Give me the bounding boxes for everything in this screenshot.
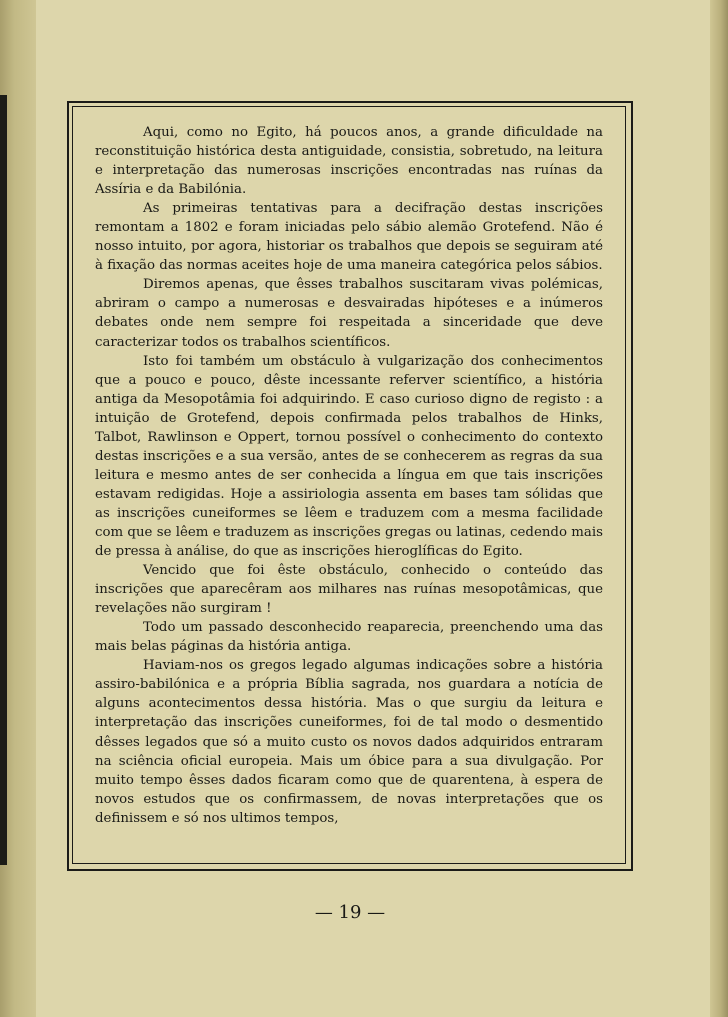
- page-edge: [710, 0, 728, 1017]
- paragraph: Todo um passado desconhecido reaparecia, preenchendo uma das mais belas páginas da história antiga.: [95, 620, 603, 655]
- binding-edge: [0, 95, 7, 865]
- paragraph: Aqui, como no Egito, há poucos anos, a grande dificuldade na reconstituição histórica desta antiguidade, consistia, sobretudo, na leitura e interpretação das numerosas inscrições encontradas nas ruínas da Assíria e da Babilónia.: [95, 125, 603, 198]
- paragraph: Haviam-nos os gregos legado algumas indicações sobre a história assiro-babilónica e a própria Bíblia sagrada, nos guardara a notícia de alguns acontecimentos dessa história. Mas o que surgiu da leitura e interpretação das inscrições cuneiformes, foi de tal modo o desmentido dêsses legados que só a muito custo os novos dados adquiridos entraram na sciência oficial europeia. Mais um óbice para a sua divulgação. Por muito tempo êsses dados ficaram como que de quarentena, à espera de novos estudos que os confirmassem, de novas interpretações que os definissem e só nos ultimos tempos,: [95, 658, 603, 826]
- text-block: [95, 123, 603, 828]
- paragraph: Diremos apenas, que êsses trabalhos suscitaram vivas polémicas, abriram o campo a numerosas e desvairadas hipóteses e a inúmeros debates onde nem sempre foi respeitada a sinceridade que deve caracterizar todos os trabalhos scientíficos.: [95, 277, 603, 350]
- paragraph: Isto foi também um obstáculo à vulgarização dos conhecimentos que a pouco e pouco, dêste incessante referver scientífico, a história antiga da Mesopotâmia foi adquirindo. E caso curioso digno de registo : a intuição de Grotefend, depois confirmada pelos trabalhos de Hinks, Talbot, Rawlinson e Oppert, tornou possível o conhecimento do contexto destas inscrições e a sua versão, antes de se conhecerem as regras da sua leitura e mesmo antes de ser conhecida a língua em que tais inscrições estavam redigidas. Hoje a assiriologia assenta em bases tam sólidas que as inscrições cuneiformes se lêem e traduzem com a mesma facilidade com que se lêem e traduzem as inscrições gregas ou latinas, cedendo mais de pressa à análise, do que as inscrições hieroglíficas do Egito.: [95, 353, 603, 560]
- page-number: — 19 —: [314, 902, 386, 923]
- paragraph: Vencido que foi êste obstáculo, conhecido o conteúdo das inscrições que aparecêram aos milhares nas ruínas mesopotâmicas, que revelações não surgiram !: [95, 563, 603, 617]
- paragraph: As primeiras tentativas para a decifração destas inscrições remontam a 1802 e foram iniciadas pelo sábio alemão Grotefend. Não é nosso intuito, por agora, historiar os trabalhos que depois se seguiram até à fixação das normas aceites hoje de uma maneira categórica pelos sábios.: [95, 201, 603, 274]
